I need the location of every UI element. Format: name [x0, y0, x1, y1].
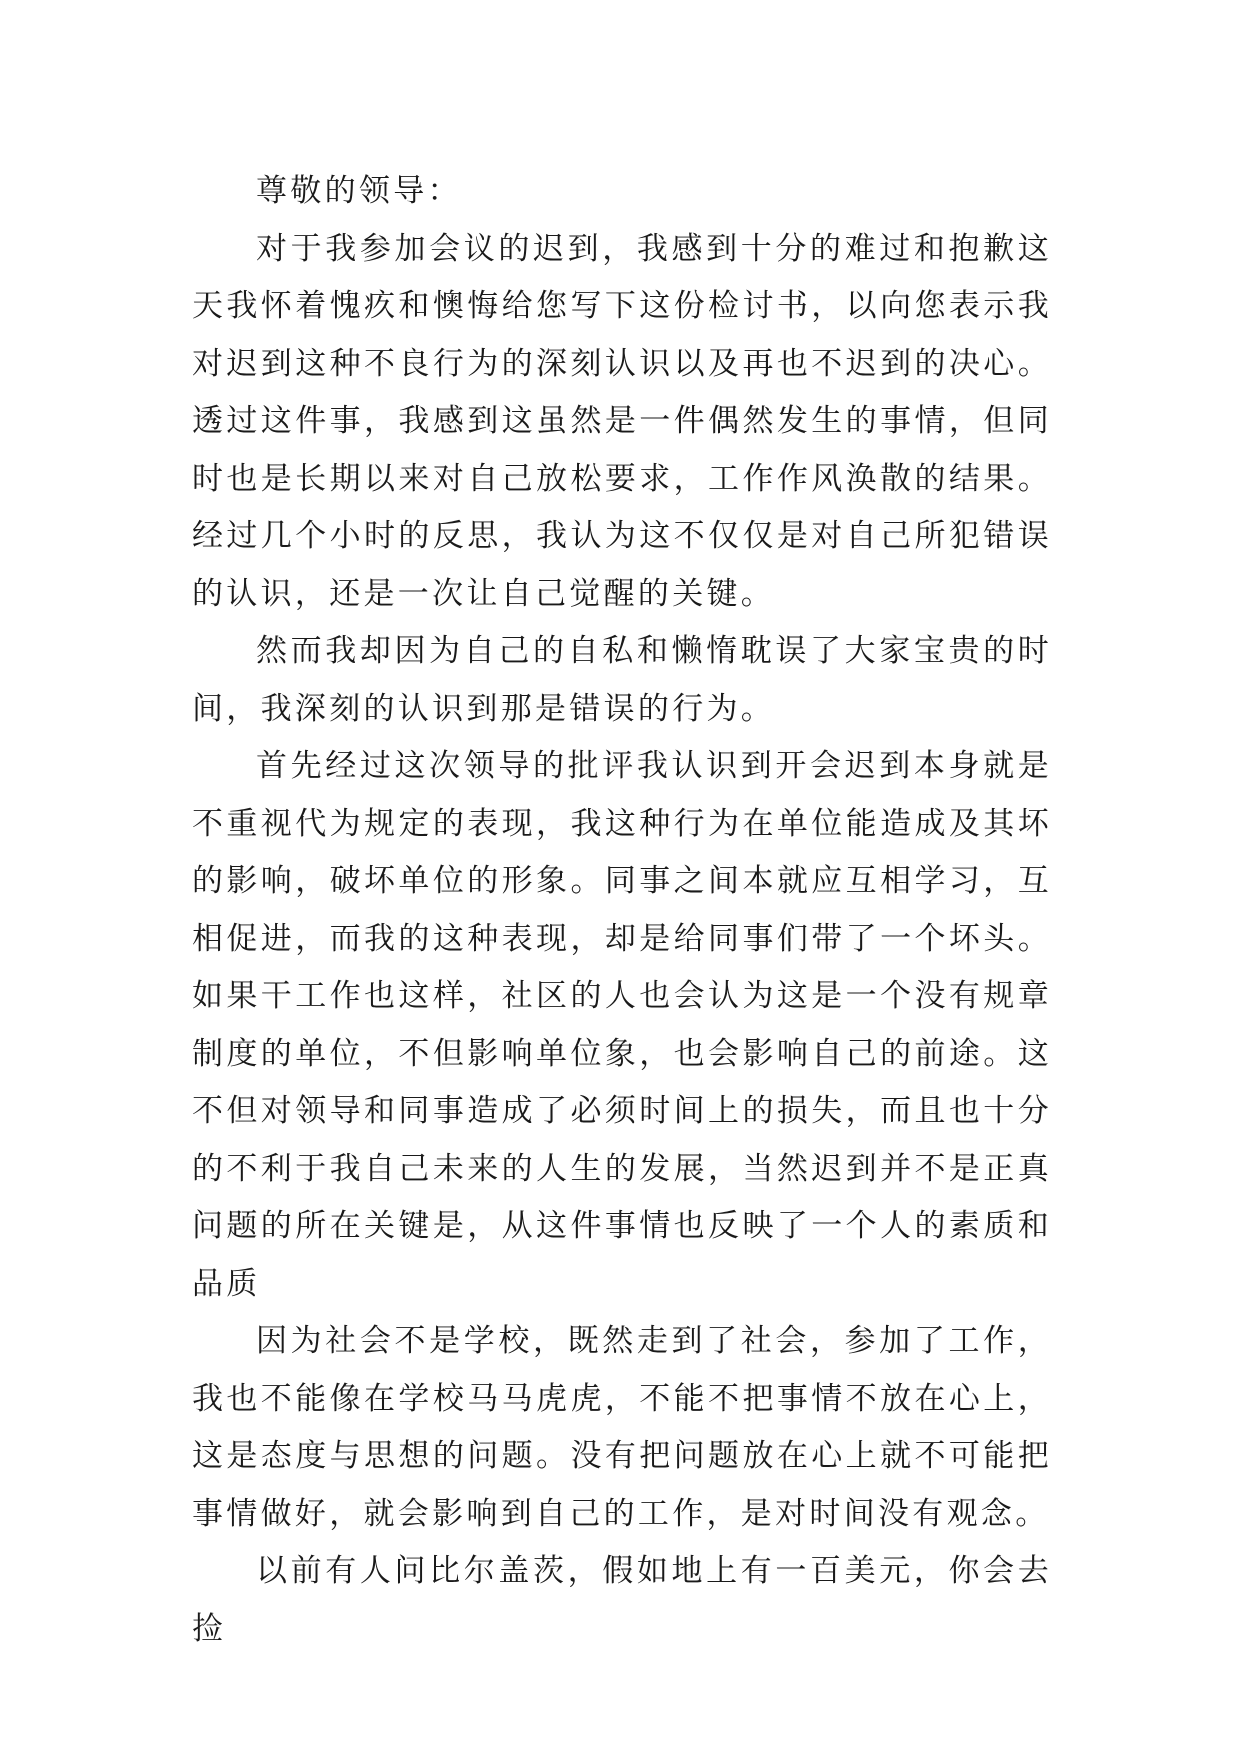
paragraph: 以前有人问比尔盖茨，假如地上有一百美元，你会去捡: [192, 1553, 1052, 1647]
paragraph: 对于我参加会议的迟到，我感到十分的难过和抱歉这天我怀着愧疚和懊悔给您写下这份检讨书，以向您表示我对迟到这种不良行为的深刻认识以及再也不迟到的决心。透过这件事，我感到这虽然是一件偶然发生的事情，但同时也是长期以来对自己放松要求，工作作风涣散的结果。经过几个小时的反思，我认为这不仅仅是对自己所犯错误的认识，还是一次让自己觉醒的关键。: [192, 230, 1052, 612]
salutation: 尊敬的领导：: [256, 173, 462, 209]
paragraph: 然而我却因为自己的自私和懒惰耽误了大家宝贵的时间，我深刻的认识到那是错误的行为。: [192, 633, 1052, 727]
paragraph: 首先经过这次领导的批评我认识到开会迟到本身就是不重视代为规定的表现，我这种行为在单位能造成及其坏的影响，破坏单位的形象。同事之间本就应互相学习，互相促进，而我的这种表现，却是给同事们带了一个坏头。如果干工作也这样，社区的人也会认为这是一个没有规章制度的单位，不但影响单位象，也会影响自己的前途。这不但对领导和同事造成了必须时间上的损失，而且也十分的不利于我自己未来的人生的发展，当然迟到并不是正真问题的所在关键是，从这件事情也反映了一个人的素质和品质: [192, 748, 1052, 1302]
paragraph: 因为社会不是学校，既然走到了社会，参加了工作，我也不能像在学校马马虎虎，不能不把事情不放在心上，这是态度与思想的问题。没有把问题放在心上就不可能把事情做好，就会影响到自己的工作，是对时间没有观念。: [192, 1323, 1052, 1532]
document-body: [192, 163, 1052, 1658]
